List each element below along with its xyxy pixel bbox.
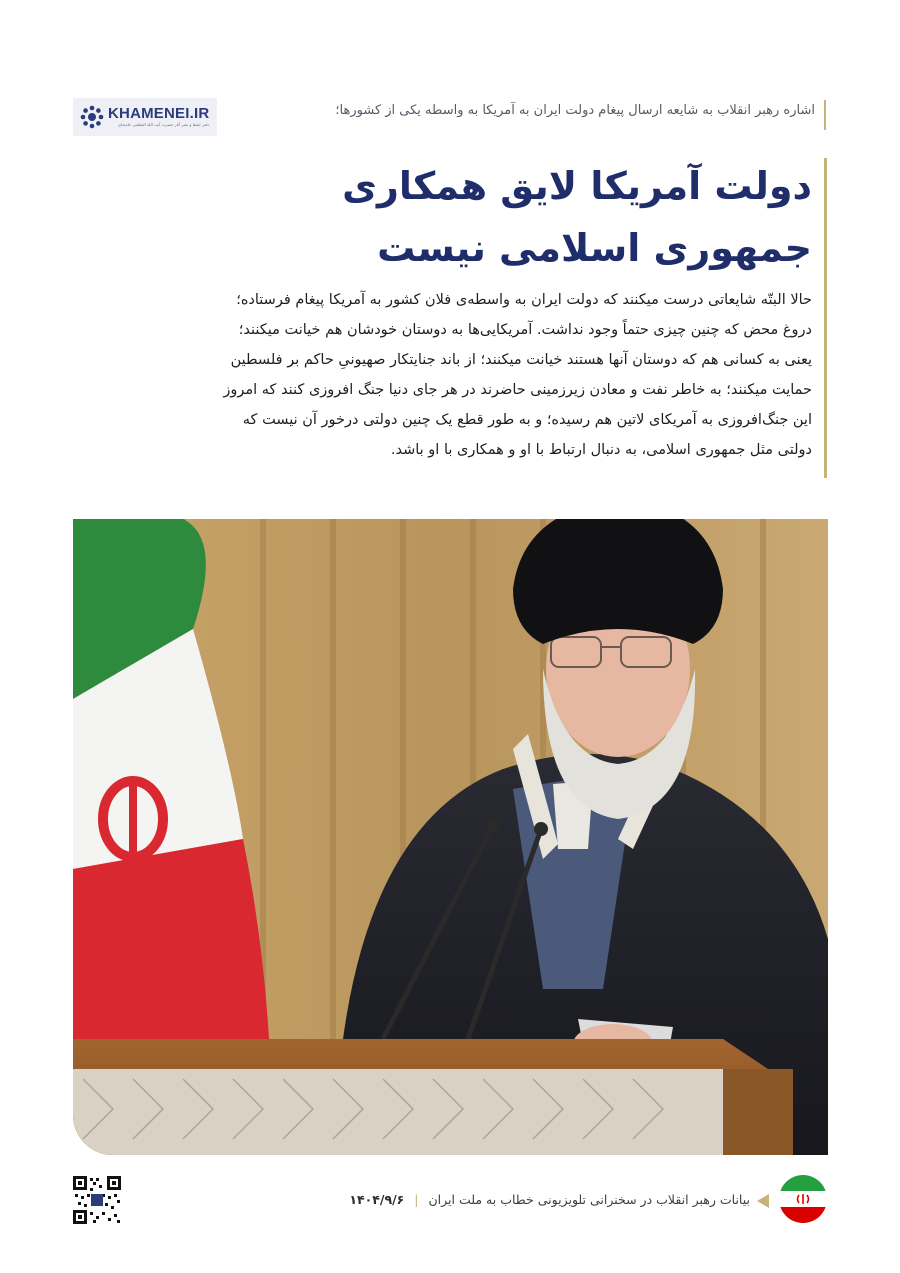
title-accent-bar bbox=[824, 158, 827, 478]
play-arrow-icon bbox=[757, 1194, 769, 1208]
kicker-divider bbox=[824, 100, 826, 130]
caption-separator: | bbox=[414, 1192, 419, 1207]
khamenei-logo[interactable] bbox=[73, 98, 217, 136]
quote-line: حالا البتّه شایعاتی درست میکنند که دولت ایران به واسطه‌ی فلان کشور به آمریکا پیغام فرستاده؛ bbox=[236, 292, 812, 308]
footer-caption bbox=[230, 1192, 750, 1207]
logo-text: KHAMENEI.IR bbox=[108, 105, 210, 122]
quote-line: دروغ محض که چنین چیزی حتماً وجود نداشت. آمریکایی‌ها به دوستان خودشان هم خیانت میکنند؛ bbox=[238, 322, 812, 338]
iran-flag-emblem-icon bbox=[778, 1174, 828, 1224]
caption-text: بیانات رهبر انقلاب در سخنرانی تلویزیونی خطاب به ملت ایران bbox=[428, 1192, 750, 1207]
quote-body bbox=[223, 285, 812, 465]
caption-date: ۱۴۰۴/۹/۶ bbox=[349, 1192, 405, 1207]
quote-line: دولتی مثل جمهوری اسلامی، به دنبال ارتباط با او و همکاری با او باشد. bbox=[390, 442, 812, 458]
quote-line: یعنی به کسانی هم که دوستان آنها هستند خیانت میکنند؛ از باند جنایتکار صهیونیِ حاکم بر فلسطین bbox=[230, 352, 812, 368]
kicker-text: اشاره رهبر انقلاب به شایعه ارسال پیغام دولت ایران به آمریکا به واسطه یکی از کشورها؛ bbox=[335, 103, 815, 118]
headline-line-1: دولت آمریکا لایق همکاری bbox=[342, 164, 812, 208]
headline-line-2: جمهوری اسلامی نیست bbox=[377, 226, 812, 270]
quote-line: این جنگ‌افروزی به آمریکای لاتین هم رسیده؛ و به طور قطع یک چنین دولتی درخور آن نیست که bbox=[242, 412, 812, 428]
khamenei-logo-icon bbox=[79, 104, 105, 130]
qr-code-icon[interactable] bbox=[73, 1176, 121, 1224]
quote-line: حمایت میکنند؛ به خاطر نفت و معادن زیرزمینی حاضرند در هر جای دنیا جنگ افروزی کنند که امروز bbox=[223, 382, 812, 398]
logo-subtext: دفتر حفظ و نشر آثار حضرت آیت الله العظمی خامنه‌ای bbox=[117, 122, 210, 127]
speaker-photo bbox=[73, 519, 828, 1155]
headline bbox=[172, 155, 812, 279]
